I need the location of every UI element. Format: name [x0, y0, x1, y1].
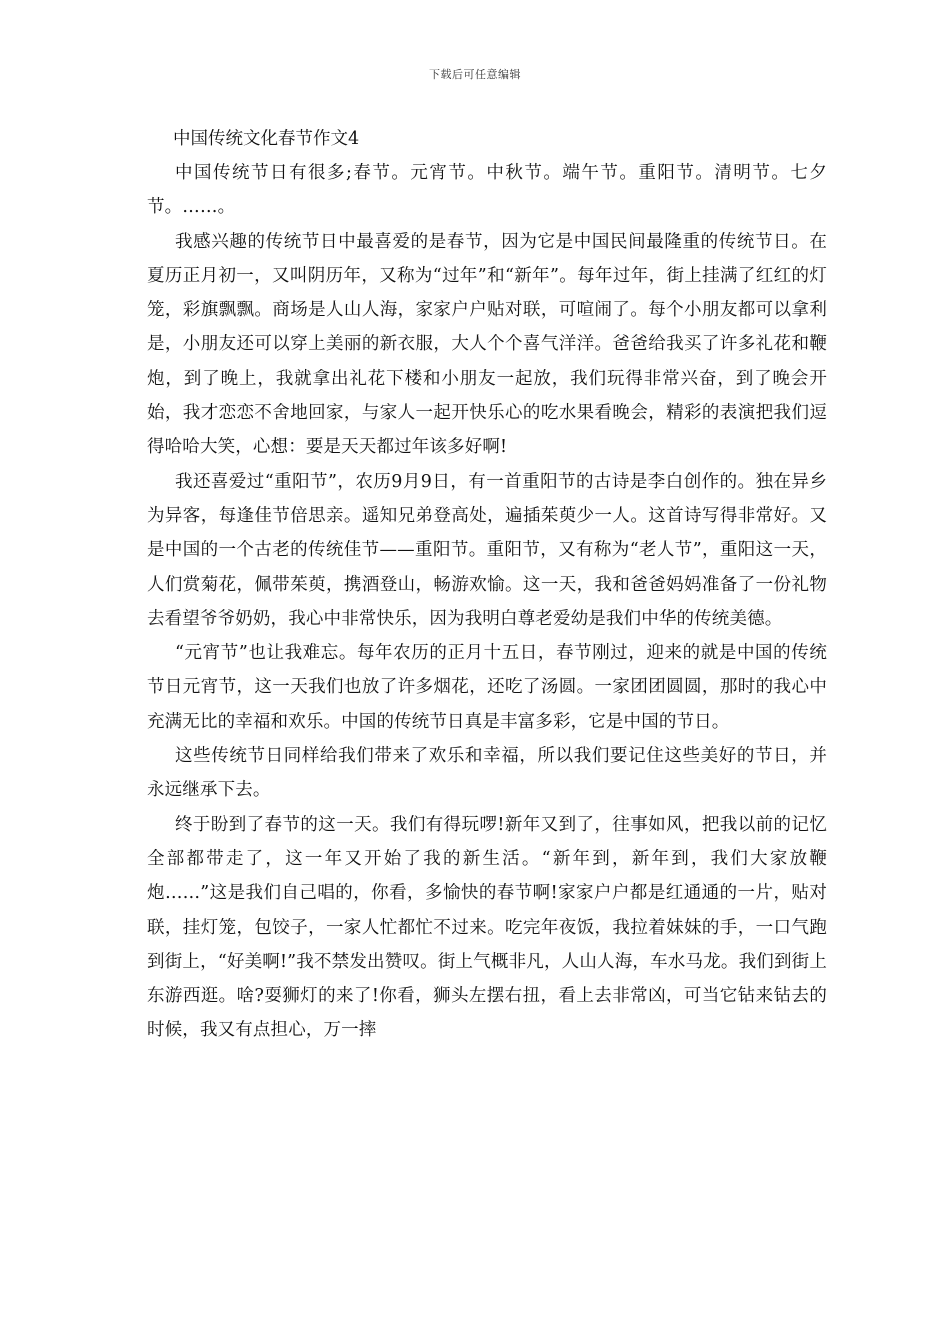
document-title: 中国传统文化春节作文4 [173, 129, 360, 149]
paragraph-new-year-day: 终于盼到了春节的这一天。我们有得玩啰!新年又到了，往事如风，把我以前的记忆全部都带走了，这一年又开始了我的新生活。“新年到，新年到，我们大家放鞭炮……”这是我们自己唱的，你看，多愉快的春节啊!家家户户都是红通通的一片，贴对联，挂灯笼，包饺子，一家人忙都忙不过来。吃完年夜饭，我拉着妹妹的手，一口气跑到街上，“好美啊!”我不禁发出赞叹。街上气概非凡，人山人海，车水马龙。我们到街上东游西逛。啥?耍狮灯的来了!你看，狮头左摆右扭，看上去非常凶，可当它钻来钻去的时候，我又有点担心，万一摔 [147, 814, 827, 1041]
document-body [147, 122, 827, 1048]
paragraph-conclusion: 这些传统节日同样给我们带来了欢乐和幸福，所以我们要记住这些美好的节日，并永远继承下去。 [147, 746, 827, 801]
paragraph-double-ninth: 我还喜爱过“重阳节”，农历9月9日，有一首重阳节的古诗是李白创作的。独在异乡为异客，每逢佳节倍思亲。遥知兄弟登高处，遍插茱萸少一人。这首诗写得非常好。又是中国的一个古老的传统佳节——重阳节。重阳节，又有称为“老人节”，重阳这一天，人们赏菊花，佩带茱萸，携酒登山，畅游欢愉。这一天，我和爸爸妈妈准备了一份礼物去看望爷爷奶奶，我心中非常快乐，因为我明白尊老爱幼是我们中华的传统美德。 [147, 471, 827, 629]
paragraph-spring-festival: 我感兴趣的传统节日中最喜爱的是春节，因为它是中国民间最隆重的传统节日。在夏历正月初一，又叫阴历年，又称为“过年”和“新年”。每年过年，街上挂满了红红的灯笼，彩旗飘飘。商场是人山人海，家家户户贴对联，可喧闹了。每个小朋友都可以拿利是，小朋友还可以穿上美丽的新衣服，大人个个喜气洋洋。爸爸给我买了许多礼花和鞭炮，到了晚上，我就拿出礼花下楼和小朋友一起放，我们玩得非常兴奋，到了晚会开始，我才恋恋不舍地回家，与家人一起开快乐心的吃水果看晚会，精彩的表演把我们逗得哈哈大笑，心想：要是天天都过年该多好啊! [147, 231, 827, 458]
page-header: 下载后可任意编辑 [429, 68, 521, 81]
paragraph-lantern-festival: “元宵节”也让我难忘。每年农历的正月十五日，春节刚过，迎来的就是中国的传统节日元宵节，这一天我们也放了许多烟花，还吃了汤圆。一家团团圆圆，那时的我心中充满无比的幸福和欢乐。中国的传统节日真是丰富多彩，它是中国的节日。 [147, 643, 827, 732]
paragraph-festivals-list: 中国传统节日有很多;春节。元宵节。中秋节。端午节。重阳节。清明节。七夕节。……。 [147, 163, 827, 218]
